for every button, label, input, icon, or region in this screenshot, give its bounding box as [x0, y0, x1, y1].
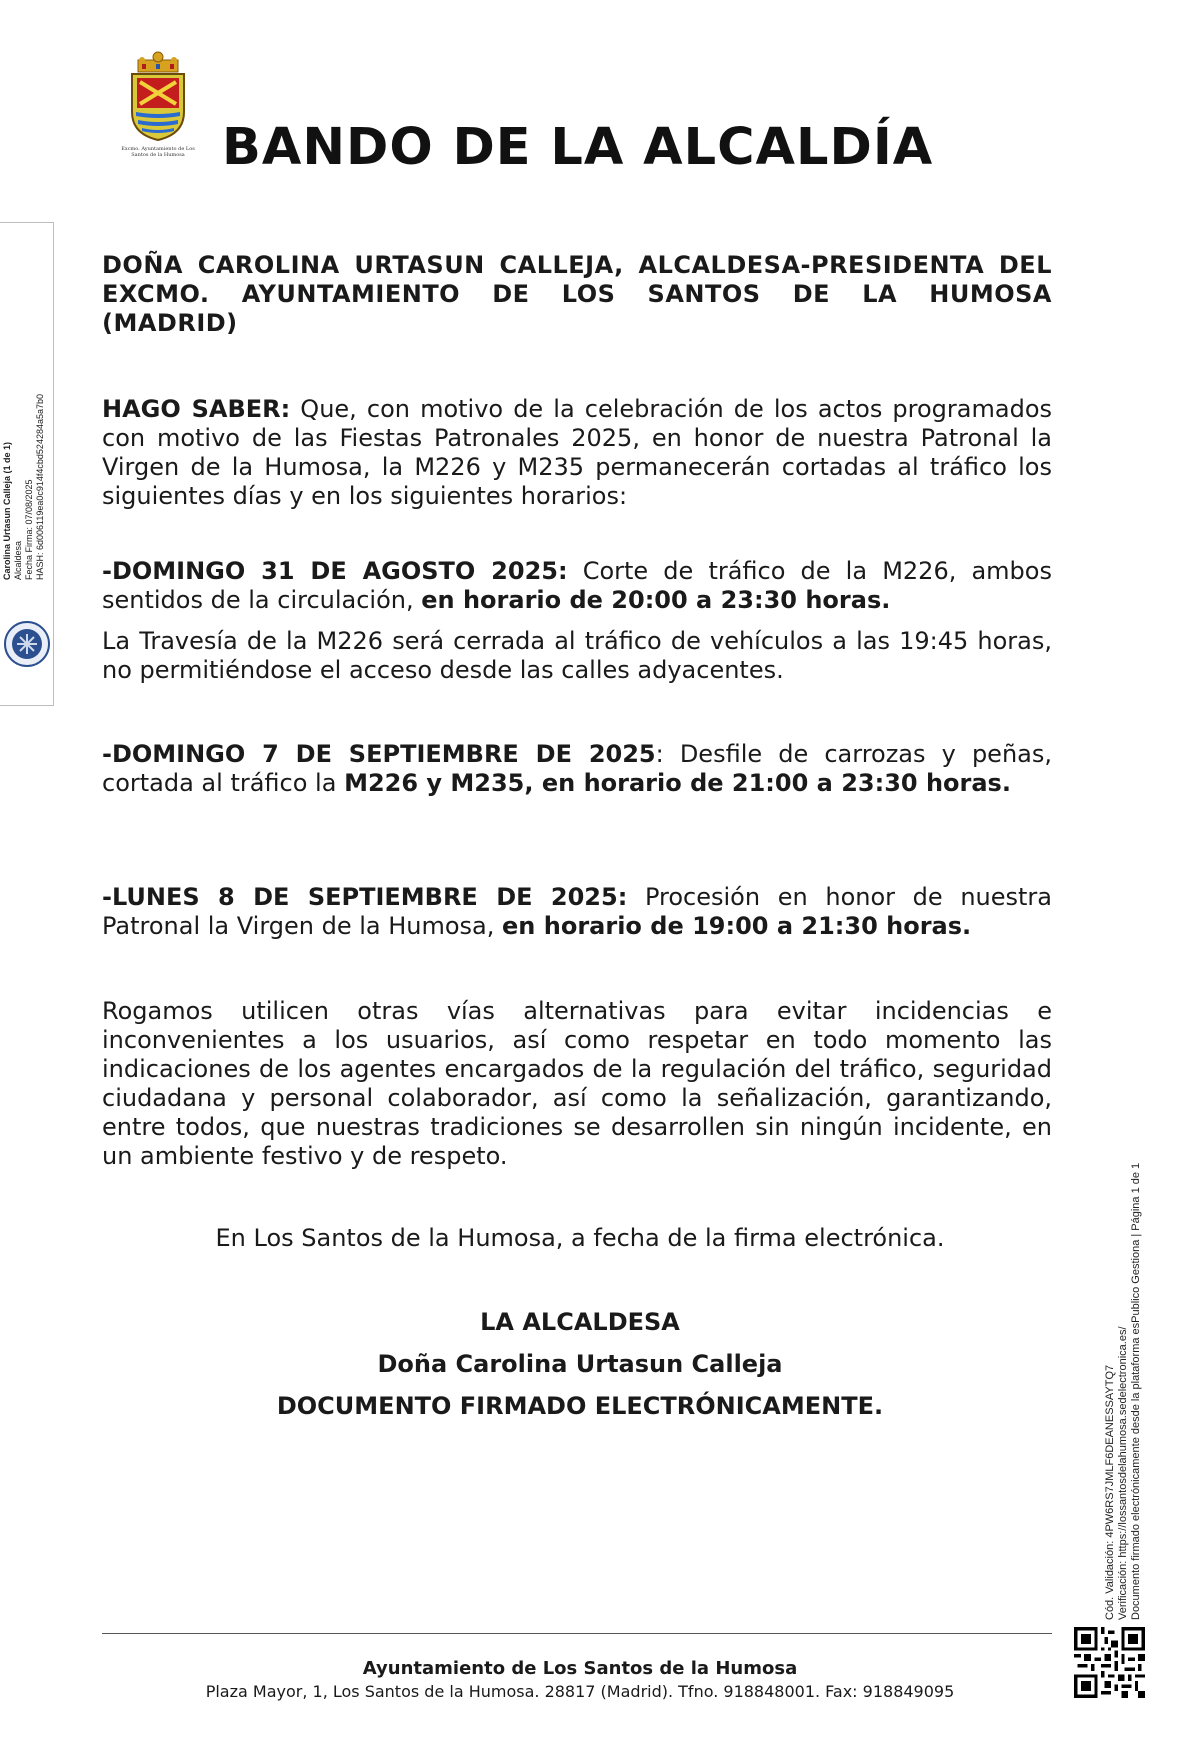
stamp-signer: Carolina Urtasun Calleja (1 de 1) — [2, 441, 12, 580]
validation-code: Cód. Validación: 4PW6RS7JMLF6DEANESSAYTQ7 — [1104, 1364, 1116, 1620]
signature-name: Doña Carolina Urtasun Calleja — [377, 1350, 783, 1378]
day-1-lead: -DOMINGO 31 DE AGOSTO 2025: — [102, 557, 568, 585]
verification-url: Verificación: https://lossantosdelahumosa.sedelectronica.es/ — [1117, 1326, 1129, 1620]
signature-note: DOCUMENTO FIRMADO ELECTRÓNICAMENTE. — [276, 1392, 884, 1420]
stamp-role: Alcaldesa — [13, 540, 23, 580]
coat-of-arms-icon — [120, 50, 196, 144]
stamp-date: Fecha Firma: 07/08/2025 — [24, 479, 34, 580]
day-1-hours: en horario de 20:00 a 23:30 horas. — [421, 586, 891, 614]
day-1-paragraph — [102, 557, 1052, 615]
day-2-paragraph — [102, 740, 1052, 798]
intro-text: Que, con motivo de la celebración de los actos programados con motivo de las Fiestas Patronales 2025, en honor de nuestra Patronal la Virgen de la Humosa, la M226 y M235 permanecerán cortadas al tráfico los siguientes días y en los siguientes horarios: — [102, 395, 1053, 510]
stamp-hash: HASH: 6d006119ea0c914f4cbd524284a5a7b0 — [35, 394, 45, 580]
day-2-lead: -DOMINGO 7 DE SEPTIEMBRE DE 2025 — [102, 740, 656, 768]
place-date: En Los Santos de la Humosa, a fecha de la firma electrónica. — [215, 1224, 945, 1252]
day-2-hours: M226 y M235, en horario de 21:00 a 23:30 horas. — [344, 769, 1011, 797]
signature-role: LA ALCALDESA — [480, 1308, 680, 1336]
signature-stamp-text — [2, 394, 46, 580]
day-3-text: Procesión en honor de nuestra Patronal la Virgen de la Humosa, — [102, 883, 1053, 940]
day-2-text: : Desfile de carrozas y peñas, cortada al tráfico la — [102, 740, 1052, 797]
municipal-crest — [120, 50, 196, 166]
footer-divider — [102, 1633, 1052, 1634]
footer-address: Plaza Mayor, 1, Los Santos de la Humosa. 28817 (Madrid). Tfno. 918848001. Fax: 918849095 — [205, 1682, 955, 1701]
heading-line-1: DOÑA CAROLINA URTASUN CALLEJA, ALCALDESA-PRESIDENTA DEL — [102, 251, 1052, 279]
day-1-text: Corte de tráfico de la M226, ambos sentidos de la circulación, — [102, 557, 1052, 614]
day-3-lead: -LUNES 8 DE SEPTIEMBRE DE 2025: — [102, 883, 628, 911]
footer-name: Ayuntamiento de Los Santos de la Humosa — [362, 1658, 798, 1679]
heading-line-3: (MADRID) — [102, 309, 238, 337]
intro-paragraph — [102, 395, 1052, 511]
page-title: BANDO DE LA ALCALDÍA — [222, 118, 934, 177]
day-1-note: La Travesía de la M226 será cerrada al tráfico de vehículos a las 19:45 horas, no permitiéndose el acceso desde las calles adyacentes. — [102, 627, 1052, 684]
day-3-paragraph — [102, 883, 1052, 941]
validation-text — [1104, 1163, 1143, 1620]
platform-note: Documento firmado electrónicamente desde la plataforma esPublico Gestiona | Página 1 de 1 — [1130, 1162, 1142, 1620]
intro-lead: HAGO SABER: — [102, 395, 291, 423]
seal-icon — [3, 620, 51, 668]
day-3-hours: en horario de 19:00 a 21:30 horas. — [502, 912, 972, 940]
heading-line-2: EXCMO. AYUNTAMIENTO DE LOS SANTOS DE LA HUMOSA — [102, 280, 1052, 308]
closing-paragraph: Rogamos utilicen otras vías alternativas para evitar incidencias e inconvenientes a los usuarios, así como respetar en todo momento las indicaciones de los agentes encargados de la regulación del tráfico, seguridad ciudadana y personal colaborador, así como la señalización, garantizando, entre todos, que nuestras tradiciones se desarrollen sin ningún incidente, en un ambiente festivo y de respeto. — [102, 997, 1052, 1170]
crest-caption: Excmo. Ayuntamiento de Los Santos de la Humosa — [121, 146, 195, 158]
decree-heading — [102, 251, 1052, 338]
